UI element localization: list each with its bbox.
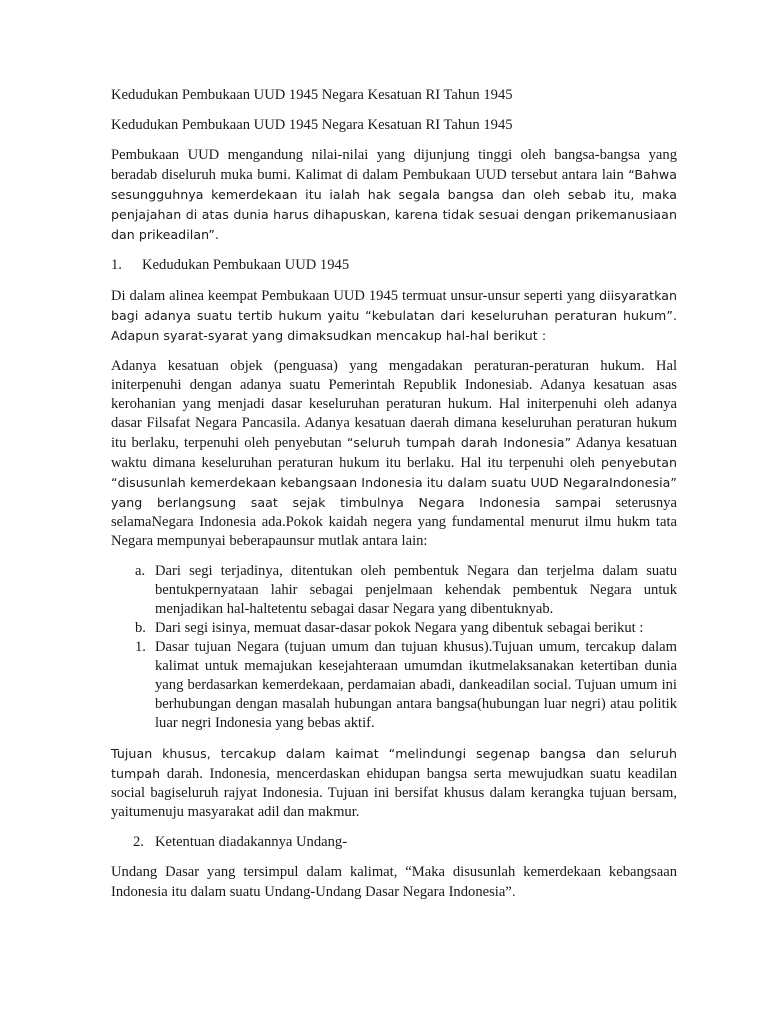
list-item-text: Dari segi terjadinya, ditentukan oleh pembentuk Negara dan terjelma dalam suatu bentukpernyataan lahir sebagai penjelmaan kehendak pembentuk Negara untuk menjadikan hal-haltetentu sebagai dasar Negara yang dibentuknyab. [155,563,677,617]
undang-end: . [511,884,516,899]
section-number: 1. [111,257,122,273]
list-marker: a. [135,563,146,579]
adanya-paragraph [111,357,677,551]
adanya-text-1: Adanya kesatuan objek (penguasa) yang mengadakan peraturan-peraturan hukum. Hal initerpenuhi dengan adanya suatu Pemerintah Republik Indonesiab. Adanya kesatuan asas kerohanian yang menjadi dasar keseluruhan peraturan hukum. Hal initerpenuhi oleh adanya dasar Filsafat Negara Pancasila. Adanya kesatuan daerah dimana keseluruhan peraturan hukum itu berlaku, terpenuhi oleh penyebutan [111,358,677,451]
list-marker: 1. [135,639,146,655]
alinea-text-3: . Adapun syarat-syarat yang dimaksudkan mencakup hal-hal berikut : [111,308,677,343]
adanya-text-4: seterusnya selamaNegara Indonesia ada.Pokok kaidah negera yang fundamental menurut ilmu hukm tata Negara mempunyai beberapaunsur mutlak antara lain: [111,495,677,549]
list-item-text: Dari segi isinya, memuat dasar-dasar pokok Negara yang dibentuk sebagai berikut : [155,620,644,636]
undang-text: Undang Dasar yang tersimpul dalam kalimat, “Maka disusunlah kemerdekaan kebangsaan Indonesia itu dalam suatu Undang-Undang Dasar Negara Indonesia” [111,864,677,900]
document-body [111,86,677,913]
adanya-text-3: penyebutan “disusunlah kemerdekaan kebangsaan Indonesia itu dalam suatu UUD NegaraIndonesia” yang berlangsung saat sejak timbulnya Negara Indonesia sampai [111,455,677,510]
tujuan-text-1: Tujuan khusus, tercakup dalam kaimat “melindungi segenap bangsa dan seluruh tumpah [111,746,677,781]
intro-text: Pembukaan UUD mengandung nilai-nilai yang dijunjung tinggi oleh bangsa-bangsa yang beradab diseluruh muka bumi. Kalimat di dalam Pembukaan UUD tersebut antara lain [111,147,677,183]
list-item [111,638,677,733]
adanya-quote: “seluruh tumpah darah Indonesia” [346,435,572,450]
section-heading [111,256,677,275]
intro-end: . [215,227,220,242]
section-title: Kedudukan Pembukaan UUD 1945 [142,257,350,273]
alinea-quote: “kebulatan dari keseluruhan peraturan hukum” [359,308,673,323]
adanya-text-2: Adanya kesatuan waktu dimana keseluruhan peraturan hukum itu berlaku. Hal itu terpenuhi oleh [111,435,677,471]
list-item [111,619,677,638]
list-item [111,562,677,619]
undang-paragraph [111,863,677,902]
alinea-paragraph [111,286,677,346]
document-title: Kedudukan Pembukaan UUD 1945 Negara Kesatuan RI Tahun 1945 [111,87,513,103]
document-subtitle: Kedudukan Pembukaan UUD 1945 Negara Kesatuan RI Tahun 1945 [111,117,513,133]
list-item-text: Dasar tujuan Negara (tujuan umum dan tujuan khusus).Tujuan umum, tercakup dalam kalimat untuk memajukan kesejahteraan umumdan ikutmelaksanakan ketertiban dunia yang berdasarkan kemerdekaan, perdamaian abadi, dankeadilan social. Tujuan umum ini berhubungan dengan masalah hubungan antara bangsa(hubungan luar negri) atau politik luar negri Indonesia yang bebas aktif. [155,639,677,731]
list-item-text: Ketentuan diadakannya Undang- [155,834,348,850]
criteria-list [111,562,677,733]
tujuan-text-2: darah. Indonesia, mencerdaskan ehidupan bangsa serta mewujudkan suatu keadilan social bagiseluruh rajyat Indonesia. Tujuan ini bersifat khusus dalam kerangka tujuan bersam, yaitumenuju masyarakat adil dan makmur. [111,766,677,820]
list-marker: 2. [133,834,144,850]
list-marker: b. [135,620,146,636]
intro-quote: “Bahwa sesungguhnya kemerdekaan itu ialah hak segala bangsa dan oleh sebab itu, maka penjajahan di atas dunia harus dihapuskan, karena tidak sesuai dengan prikemanusiaan dan prikeadilan” [111,167,677,242]
intro-paragraph [111,146,677,245]
alinea-text-2: diisyaratkan bagi adanya suatu tertib hukum yaitu [111,288,677,323]
tujuan-paragraph [111,744,677,822]
alinea-text-1: Di dalam alinea keempat Pembukaan UUD 1945 termuat unsur-unsur seperti yang [111,288,600,304]
list-item [111,833,677,852]
